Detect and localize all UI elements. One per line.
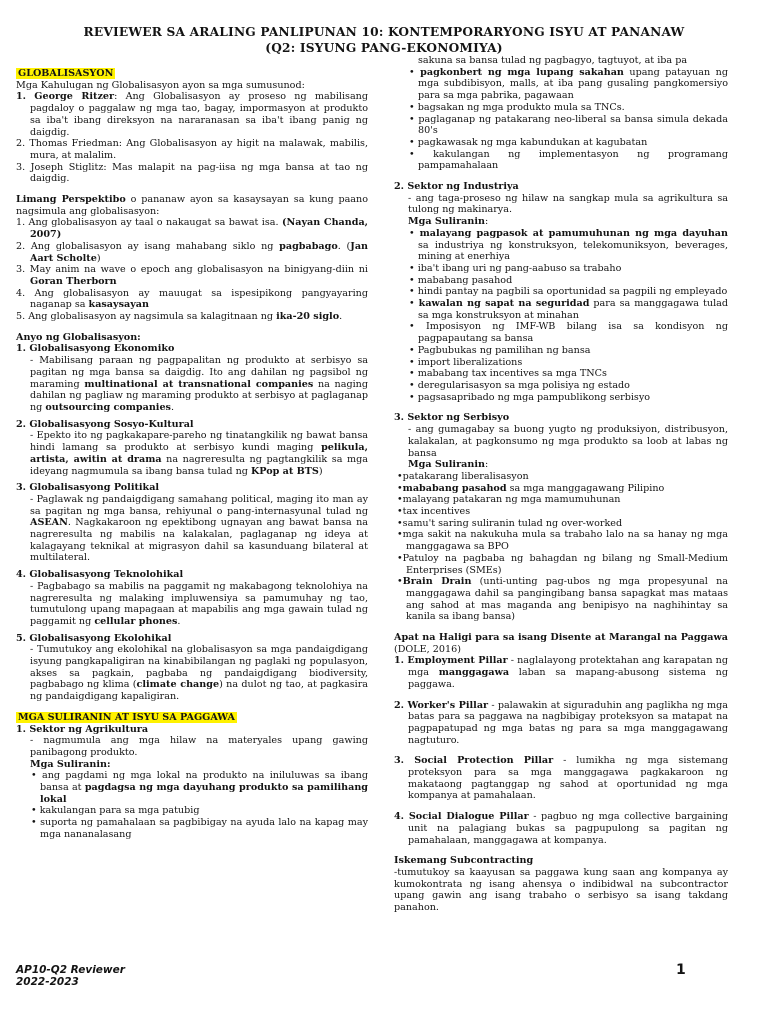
sektor-1-continuation: sakuna sa bansa tulad ng pagbagyo, tagtuyot, at iba pa: [418, 55, 688, 66]
sektor-1-heading: 1. Sektor ng Agrikultura: [16, 723, 149, 735]
list-item: • paglaganap ng patakarang neo-liberal sa bansa simula dekada 80's: [409, 113, 728, 137]
left-column: [16, 68, 368, 841]
list-item: • bagsakan ng mga produkto mula sa TNCs.: [409, 101, 625, 113]
sektor-2-definition: - ang taga-proseso ng hilaw na sangkap mula sa agrikultura sa tulong ng makinarya.: [408, 192, 728, 216]
list-item: •Patuloy na pagbaba ng bahagdan ng bilang ng Small-Medium Enterprises (SMEs): [397, 552, 728, 576]
perspektibo-intro: Limang Perspektibo o pananaw ayon sa kasaysayan sa kung paano nagsimula ang globalisasyon:: [16, 194, 368, 217]
anyo-2-text: - Epekto ito ng pagkakapare-pareho ng tinatangkilik ng bawat bansa hindi lamang sa produkto at serbisyo kundi maging pelikula, artista, awitin at drama na nagreresulta ng pagtangkilik sa mga ideyang nagmumula sa ibang bansa tulad ng KPop at BTS): [30, 430, 368, 477]
list-item: • pagkawasak ng mga kabundukan at kagubatan: [409, 136, 648, 148]
globalisasyon-heading: GLOBALISASYON: [18, 68, 114, 79]
list-item: • Pagbubukas ng pamilihan ng bansa: [409, 344, 591, 356]
anyo-1-text: - Mabilisang paraan ng pagpapalitan ng produkto at serbisyo sa pagitan ng mga bansa sa daigdig. Ito ang dahilan ng pagsibol ng maraming multinational at transnational companies na naging dahilan ng pagliaw ng maraming produkto at serbisyo at paglaganap ng outsourcing companies.: [30, 355, 368, 413]
title-line-2: (Q2: ISYUNG PANG-EKONOMIYA): [265, 41, 503, 55]
title-line-1: REVIEWER SA ARALING PANLIPUNAN 10: KONTEMPORARYONG ISYU AT PANANAW: [83, 25, 685, 39]
list-item: •mababang pasahod sa mga manggagawang Pilipino: [397, 482, 665, 494]
list-item: • kakulangan para sa mga patubig: [31, 805, 200, 817]
document-title: [30, 24, 738, 56]
list-item: •tax incentives: [397, 506, 471, 518]
list-item: • kakulangan ng implementasyon ng programang pampamahalaan: [409, 148, 728, 172]
perspektibo-1: 1. Ang globalisasyon ay taal o nakaugat sa bawat isa. (Nayan Chanda, 2007): [16, 217, 368, 241]
sektor-1-definition: - nagmumula ang mga hilaw na materyales upang gawing panibagong produkto.: [30, 735, 368, 758]
def1-name: George Ritzer: [34, 91, 115, 103]
list-item: • import liberalizations: [409, 356, 523, 368]
anyo-3-text: - Paglawak ng pandaigdigang samahang political, maging ito man ay sa pagitan ng mga bansa, rehiyunal o pang-internasyunal tulad ng ASEAN. Nagkakaroon ng epektibong ugnayan ang bawat bansa na nagreresulta ng mabilis na kalakalan, paglaganap ng ideya at kalagayang teknikal at migrasyon dahil sa kasunduang bilateral at multilateral.: [30, 493, 368, 564]
list-item: • mababang tax incentives sa mga TNCs: [409, 368, 607, 380]
list-item: • iba't ibang uri ng pang-aabuso sa trabaho: [409, 262, 622, 274]
pillar-1: 1. Employment Pillar - naglalayong protektahan ang karapatan ng mga manggagawa laban sa mapang-abusong sistema ng paggawa.: [394, 655, 728, 690]
perspektibo-2: 2. Ang globalisasyon ay isang mahabang siklo ng pagbabago. (Jan Aart Scholte): [16, 240, 369, 264]
anyo-5-heading: 5. Globalisasyong Ekolohikal: [16, 632, 172, 644]
perspektibo-4: 4. Ang globalisasyon ay mauugat sa ispesipikong pangyayaring naganap sa kasaysayan: [16, 287, 368, 311]
pillar-3: 3. Social Protection Pillar - lumikha ng mga sistemang proteksyon para sa mga manggagawa pagkakaroon ng makataong pagtanggap ng sahod at oportunidad ng mga kompanya at pamahalaan.: [394, 755, 729, 802]
list-item: •patakarang liberalisasyon: [397, 470, 529, 482]
anyo-1-heading: 1. Globalisasyong Ekonomiko: [16, 343, 175, 355]
sektor-3-heading: 3. Sektor ng Serbisyo: [394, 412, 510, 424]
sektor-2-heading: 2. Sektor ng Industriya: [394, 181, 519, 193]
sektor-3-suliranin-label: Mga Suliranin:: [408, 459, 489, 471]
list-item: • suporta ng pamahalaan sa pagbibigay na ayuda lalo na kapag may mga nananalasang: [31, 817, 368, 840]
footer-line-2: 2022-2023: [16, 976, 79, 988]
perspektibo-3: 3. May anim na wave o epoch ang globalisasyon na binigyang-diin ni Goran Therborn: [16, 264, 368, 287]
iskema-heading: Iskemang Subcontracting: [394, 855, 534, 867]
list-item: • Imposisyon ng IMF-WB bilang isa sa kondisyon ng pagpapautang sa bansa: [409, 321, 728, 345]
list-item: • pagkonbert ng mga lupang sakahan upang patayuan ng mga subdibisyon, malls, at iba pang gusaling pangkomersiyo para sa mga pabrika, pagawaan: [409, 66, 728, 102]
list-item: •samu't saring suliranin tulad ng over-worked: [397, 517, 623, 529]
suliranin-heading: MGA SULIRANIN AT ISYU SA PAGGAWA: [18, 711, 235, 723]
list-item: •malayang patakaran ng mga mamumuhunan: [397, 494, 621, 506]
footer-label: [16, 964, 125, 988]
sektor-3-definition: - ang gumagabay sa buong yugto ng produksiyon, distribusyon, kalakalan, at pagkonsumo ng mga produkto sa loob at labas ng bansa: [408, 424, 728, 459]
definition-1: 1. George Ritzer: Ang Globalisasyon ay proseso ng mabilisang pagdaloy o paggalaw ng mga tao, bagay, impormasyon at produkto sa iba't ibang direksyon na nararanasan sa iba't ibang panig ng daigdig.: [16, 91, 368, 138]
anyo-3-heading: 3. Globalisasyong Politikal: [16, 482, 160, 494]
list-item: • ang pagdami ng mga lokal na produkto na iniluluwas sa ibang bansa at pagdagsa ng mga dayuhang produkto sa pamilihang lokal: [31, 770, 369, 805]
definition-3: 3. Joseph Stiglitz: Mas malapit na pag-iisa ng mga bansa at tao ng daigdig.: [16, 161, 368, 185]
pillar-4: 4. Social Dialogue Pillar - pagbuo ng mga collective bargaining unit na palagiang bukas sa pagpupulong sa pagitan ng pamahalaan, manggagawa at kompanya.: [394, 811, 728, 846]
list-item: • kawalan ng sapat na seguridad para sa manggagawa tulad sa mga konstruksyon at minahan: [409, 298, 728, 321]
list-item: • malayang pagpasok at pamumuhunan ng mga dayuhan sa industriya ng konstruksyon, telekomuniksyon, beverages, mining at enerhiya: [409, 227, 728, 263]
pillar-2: 2. Worker's Pillar - palawakin at siguraduhin ang paglikha ng mga batas para sa paggawa na nagbibigay proteksyon sa matapat na pagpapatupad ng mga batas ng para sa mga manggagawang nagtuturo.: [394, 699, 729, 746]
footer-line-1: AP10-Q2 Reviewer: [16, 964, 125, 976]
sektor-1-suliranin-label: Mga Suliranin:: [30, 758, 111, 770]
list-item: •Brain Drain (unti-unting pag-ubos ng mga propesyunal na manggagawa dahil sa pangingibang bansa sapagkat mas mataas ang sahod at mas maganda ang benipisyo na naghihintay sa kanila sa ibang bansa): [397, 576, 728, 623]
page-number: 1: [676, 962, 686, 978]
right-column: [394, 55, 728, 914]
anyo-4-heading: 4. Globalisasyong Teknolohikal: [16, 569, 184, 581]
apat-na-haligi-heading: Apat na Haligi para sa isang Disente at Marangal na Paggawa (DOLE, 2016): [394, 632, 728, 655]
glob-intro: Mga Kahulugan ng Globalisasyon ayon sa mga sumusunod:: [16, 79, 305, 91]
list-item: • deregularisasyon sa mga polisiya ng estado: [409, 379, 630, 391]
anyo-heading: Anyo ng Globalisasyon:: [16, 331, 141, 343]
definition-2: 2. Thomas Friedman: Ang Globalisasyon ay higit na malawak, mabilis, mura, at malalim.: [16, 138, 368, 161]
anyo-4-text: - Pagbabago sa mabilis na paggamit ng makabagong teknolohiya na nagreresulta ng malaking impluwensiya sa pamumuhay ng tao, tumutulong upang mapagaan at mapabilis ang mga gawain tulad ng paggamit ng cellular phones.: [30, 580, 368, 627]
list-item: •mga sakit na nakukuha mula sa trabaho lalo na sa hanay ng mga manggagawa sa BPO: [397, 529, 728, 553]
anyo-5-text: - Tumutukoy ang ekolohikal na globalisasyon sa mga pandaigdigang isyung pangkapaligiran na kinabibilangan ng paglaki ng populasyon, akses sa pagkain, pagbaba ng pandaigdigang biodiversity, pagbabago ng klima (climate change) na dulot ng tao, at pagkasira ng pandaigdigang kapaligiran.: [30, 644, 368, 703]
iskema-text: -tumutukoy sa kaayusan sa paggawa kung saan ang kompanya ay kumokontrata ng isang ahensya o indibidwal na subcontractor upang gawin ang isang trabaho o serbisyo sa isang takdang panahon.: [394, 867, 728, 914]
list-item: • hindi pantay na pagbili sa oportunidad sa pagpili ng empleyado: [409, 286, 728, 298]
list-item: • pagsasapribado ng mga pampublikong serbisyo: [409, 391, 651, 403]
perspektibo-5: 5. Ang globalisasyon ay nagsimula sa kalagitnaan ng ika-20 siglo.: [16, 311, 343, 323]
list-item: • mababang pasahod: [409, 274, 513, 286]
anyo-2-heading: 2. Globalisasyong Sosyo-Kultural: [16, 418, 194, 430]
sektor-2-suliranin-label: Mga Suliranin:: [408, 216, 489, 228]
